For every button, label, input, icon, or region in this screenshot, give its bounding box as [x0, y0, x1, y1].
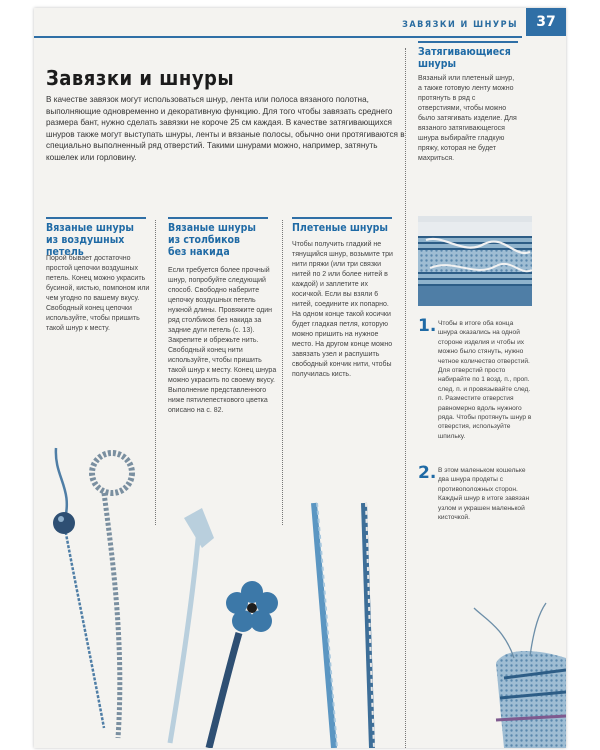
intro-paragraph: В качестве завязок могут использоваться шнур, лента или полоса вязаного полотна, выполняющие одновременно и декоративную функцию. Для того чтобы завязать среднего размера бант, нужно сделать завязки не короче 25 см каждая. В качестве затягивающихся шнуров также могут выступать шнуры, ленты и вязаные полосы, обычно они протягиваются в специально выполненный ряд отверстий. Такими шнурами можно, например, затянуть кошелек или горловину. — [46, 95, 405, 162]
page-title: Завязки и шнуры — [46, 66, 235, 90]
step-text: В этом маленьком кошельке два шнура продеты с противоположных сторон. Каждый шнур в итоге завязан узлом и украшен маленькой кисточкой. — [438, 467, 530, 522]
sidebar-heading-line1: Затягивающиеся — [418, 46, 511, 58]
step-number: 2. — [418, 463, 437, 483]
column-heading-line: Вязаные шнуры — [168, 222, 256, 234]
knitted-swatch-photo — [418, 216, 532, 306]
chain-cord-with-bead — [53, 448, 104, 728]
column-heading-line: из столбиков — [168, 234, 240, 246]
column-text-single-crochet: Если требуется более прочный шнур, попробуйте следующий способ. Свободно наберите цепочку воздушных петель нужной длины. Провяжите один ряд столбиков без накида за задние дуги петель (с. 13). Закрепите и обрежьте нить. Свободный конец нити используйте, чтобы пришить такой шнур к месту. Конец шнура можно украсить по своему вкусу. Выполнение представленного ниже пятилепесткового цветка описано на с. 82. — [168, 267, 277, 414]
purse-photo — [474, 603, 566, 748]
book-page — [34, 8, 566, 748]
tassel-cord — [170, 508, 214, 743]
column-heading-line: Плетеные шнуры — [292, 222, 388, 234]
braided-cords — [314, 503, 374, 748]
running-head: ЗАВЯЗКИ И ШНУРЫ — [402, 20, 518, 30]
page-number: 37 — [526, 8, 566, 36]
column-heading-line: без накида — [168, 246, 230, 258]
sidebar-heading-line2: шнуры — [418, 58, 457, 70]
column-text-chain: Порой бывает достаточно простой цепочки воздушных петель. Конец можно украсить бусиной, кистью, помпоном или чем угодно по вашему вкусу. Свободный конец цепочки используйте, чтобы пришить такой шнур к месту. — [46, 255, 150, 332]
column-text-braided: Чтобы получить гладкий не тянущийся шнур, возьмите три нити пряжи (или три связки нитей по 2 или более нитей в каждой) и заплетите их косичкой. Если вы взяли 6 нитей, соедините их попарно. На одном конце такой косички будет гладкая петля, которую можно пришить на нужное место. На другом конце можно завязать узел и распушить свободный кончик нити, чтобы получилась кисть. — [292, 241, 393, 378]
column-heading-line: Вязаные шнуры — [46, 222, 134, 234]
column-heading-line: из воздушных петель — [46, 234, 125, 258]
step-text: Чтобы в итоге оба конца шнура оказались на одной стороне изделия и чтобы их можно было стянуть, нужно четное количество отверстий. Для отверстий просто набирайте по 1 возд. п., проп. след. п. и провязывайте след. п. Разместите отверстия равномерно вдоль нужного ряда. Чтобы протянуть шнур в отверстия, используйте шпильку. — [438, 320, 532, 440]
step-number: 1. — [418, 316, 437, 336]
illustration-layer — [34, 8, 566, 748]
flower-cord — [209, 581, 278, 748]
sidebar-text: Вязаный или плетеный шнур, а также готовую ленту можно протянуть в ряд с отверстиями, чтобы можно было затягивать изделие. Для вязаного затягивающегося шнура выбирайте гладкую пряжу, которая не будет махриться. — [418, 75, 517, 162]
